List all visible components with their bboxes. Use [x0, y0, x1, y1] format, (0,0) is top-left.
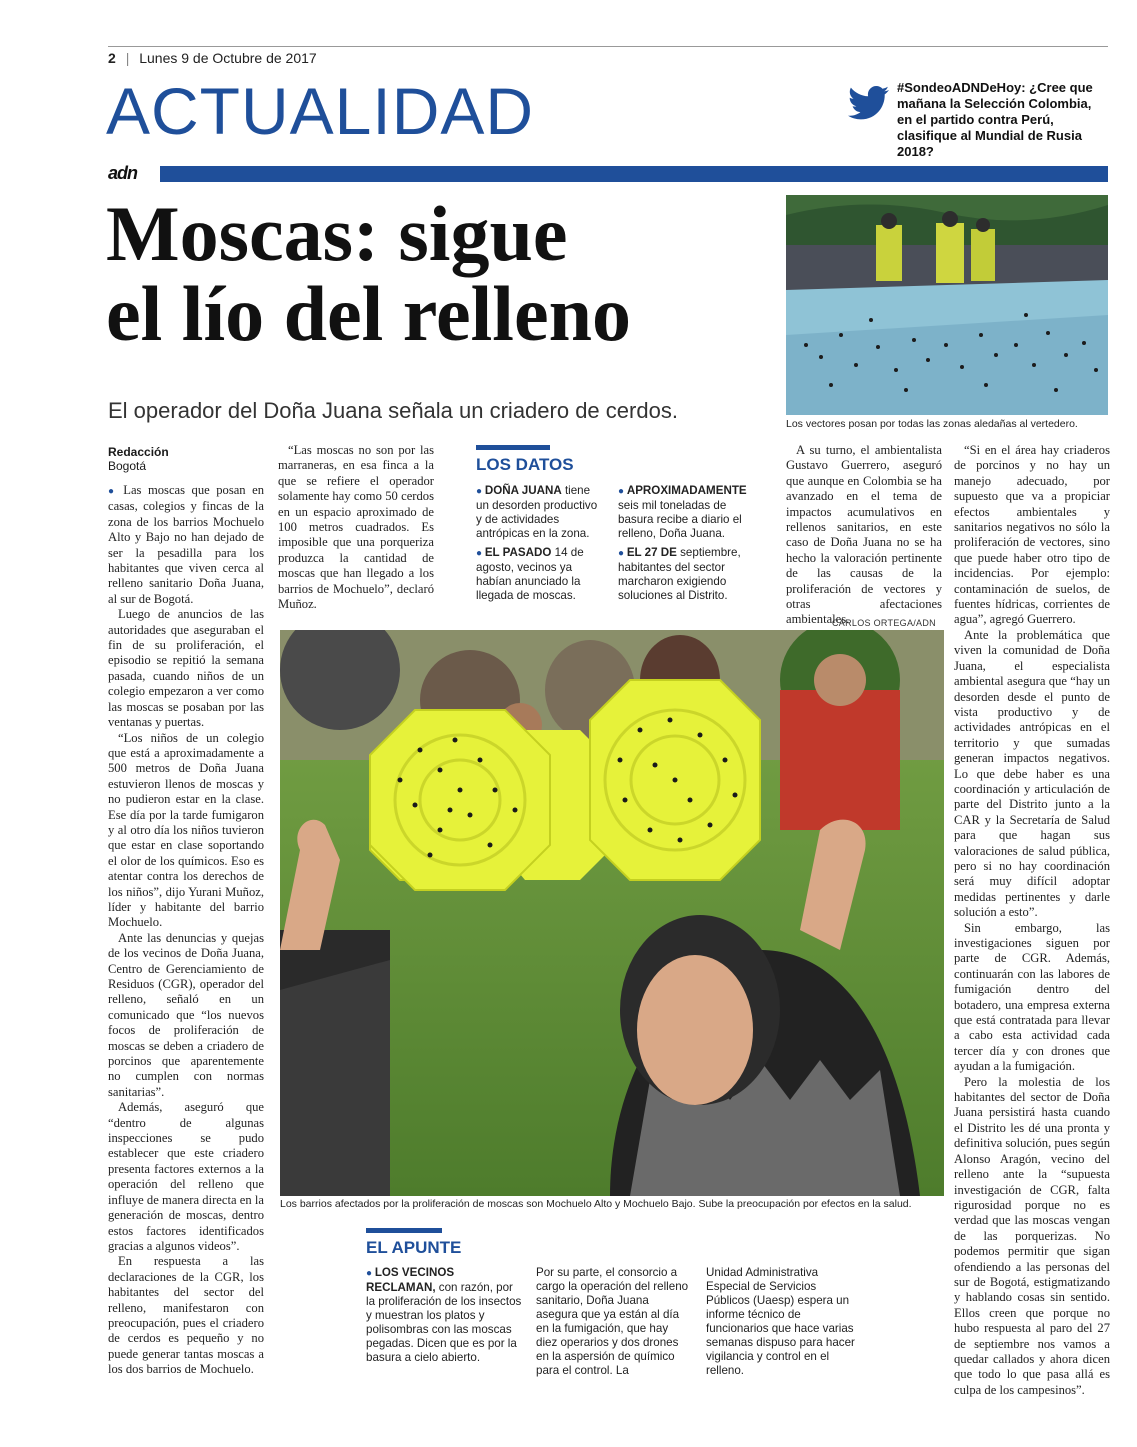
section-bar — [160, 166, 1108, 182]
folio — [108, 50, 317, 66]
top-photo-image — [786, 195, 1108, 415]
apunte-col-1-text: con razón, por la proliferación de los insectos y muestran los platos y polisombras con las moscas pegadas. Dicen que es por la basura a cielo abierto. — [366, 1281, 522, 1364]
col6-paragraph-3: Sin embargo, las investigaciones siguen por parte de CGR. Además, continuarán con las labores de fumigación dentro del botadero, una empresa externa que está contratada para llevar a cabo esta actividad cada tercer día y con drones que ayudan a la fumigación. — [954, 920, 1110, 1074]
photo-credit: CARLOS ORTEGA/ADN — [832, 618, 936, 628]
col1-paragraph-6: En respuesta a las declaraciones de la CGR, los habitantes del sector del relleno, manifestaron con preocupación, pues el criadero de cerdos es pequeño y no puede generar tantas moscas a los dos barrios de Mochuelo. — [108, 1254, 264, 1377]
bullet-icon: ● — [108, 486, 124, 497]
col1-paragraph-5: Además, aseguró que “dentro de algunas inspecciones se pudo establecer que este criadero presenta factores externos a la operación del relleno que influye de manera directa en la generación de moscas, dentro estos factores identificados gracias a algunos videos”. — [108, 1100, 264, 1253]
byline — [108, 445, 169, 473]
col1-paragraph-1-text: Las moscas que posan en casas, colegios y fincas de la zona de los barrios Mochuelo Alto y Bajo no han dejado de ser la pesadilla para los habitantes que viven cerca al relleno sanitario Doña Juana, al sur de Bogotá. — [108, 483, 264, 606]
byline-author: Redacción — [108, 445, 169, 459]
datos-item-4: ● EL 27 DE septiembre, habitantes del sector marcharon exigiendo soluciones al Distrito. — [618, 546, 741, 602]
twitter-bird-icon — [848, 86, 890, 120]
page-number: 2 — [108, 50, 116, 66]
top-rule — [108, 46, 1108, 47]
column-2 — [278, 443, 434, 612]
col6-paragraph-2: Ante la problemática que viven la comunidad de Doña Juana, el especialista ambiental asegura que “hay un desorden desde el punto de vista productivo y de actividades antrópicas en el territorio y que sumadas generan impactos negativos. Lo que debe haber es una coordinación y articulación de parte del Distrito junto a la CAR y la Secretaría de Salud para que hagan sus valoraciones de salud pública, pero si no hay coordinación será muy difícil adoptar medidas pertinentes y darle solución a esto”. — [954, 627, 1110, 920]
col6-paragraph-1: “Si en el área hay criaderos de porcinos y no hay un manejo adecuado, por supuesto que va a propiciar efectos ambientales y sanitarios negativos no sólo la proliferación de vectores, sino que puede haber otro tipo de incidencias. Por ejemplo: contaminación de suelos, de fuentes hídricas, corrientes de agua”, agregó Guerrero. — [954, 443, 1110, 627]
datos-item-1-text: tiene un desorden productivo y de actividades antrópicas en la zona. — [476, 484, 598, 540]
folio-separator: | — [125, 50, 130, 66]
main-photo-image — [280, 630, 944, 1196]
column-6 — [954, 443, 1110, 1398]
col5-paragraph-1: A su turno, el ambientalista Gustavo Guerrero, aseguró que aunque en Colombia se ha avanzado en el tema de impactos acumulativos en rellenos sanitarios, en este caso de Doña Juana no se ha hecho la valoración pertinente de las causas de la proliferación de vectores y otras afectaciones ambientales. — [786, 443, 942, 627]
col1-paragraph-4: Ante las denuncias y quejas de los vecinos de Doña Juana, Centro de Gerenciamiento de Residuos (CGR), operador del relleno, señaló en un comunicado que “los nuevos focos de proliferación de moscas se deben a criadero de porcinos que aparentemente no cumplen con normas sanitarias”. — [108, 930, 264, 1099]
section-title: ACTUALIDAD — [106, 74, 535, 148]
datos-item-2-lead: EL PASADO — [484, 546, 552, 559]
top-photo — [786, 195, 1108, 415]
apunte-col-3: Unidad Administrativa Especial de Servicios Públicos (Uaesp) espera un informe técnico de funcionarios que hace varias semanas dispuso para hacer vigilancia y control en el relleno. — [706, 1266, 855, 1377]
col1-paragraph-1 — [108, 483, 264, 607]
datos-item-3-lead: APROXIMADAMENTE — [626, 484, 747, 497]
subheadline: El operador del Doña Juana señala un criadero de cerdos. — [108, 398, 678, 423]
byline-place: Bogotá — [108, 459, 147, 473]
datos-title: LOS DATOS — [476, 455, 574, 474]
datos-item-1-lead: DOÑA JUANA — [484, 484, 562, 497]
col6-paragraph-4: Pero la molestia de los habitantes del sector de Doña Juana persistirá hasta cuando el Distrito les dé una pronta y definitiva solución, pues según Alonso Aragón, vecino del relleno ante la “supuesta investigación de CGR, falta rigurosidad porque no es verdad que las moscas vengan de las porquerizas. No podemos permitir que sigan ofendiendo a las personas del sur de Bogotá, estigmatizando y hablando cosas sin sentido. Ellos creen que porque no hubo respuesta al paro del 27 de septiembre nos vamos a quedar callados y ahora dicen que todo lo que pasa allá es culpa de los campesinos”. — [954, 1074, 1110, 1397]
col1-paragraph-3: “Los niños de un colegio que está a aproximadamente a 500 metros de Doña Juana estuvieron llenos de moscas y no pudieron estar en la clase. Ese día por la tarde fumigaron y al otro día los niños tuvieron que estar en clase soportando el olor de los químicos. Eso es atentar contra los derechos de los niños”, dijo Yurani Muñoz, líder y habitante del barrio Mochuelo. — [108, 730, 264, 930]
tweet-poll: #SondeoADNDeHoy: ¿Cree que mañana la Selección Colombia, en el partido contra Perú, clasifique al Mundial de Rusia 2018? — [897, 80, 1093, 159]
headline-line-1: Moscas: sigue — [106, 190, 568, 277]
datos-item-3: ● APROXIMADAMENTE seis mil toneladas de basura recibe a diario el relleno, Doña Juana. — [618, 484, 747, 540]
headline — [106, 190, 786, 357]
datos-item-4-lead: EL 27 DE — [626, 546, 677, 559]
column-5 — [786, 443, 942, 628]
main-photo — [280, 630, 944, 1196]
apunte-bar — [366, 1228, 442, 1233]
headline-line-2: el lío del relleno — [106, 270, 631, 357]
datos-item-3-text: seis mil toneladas de basura recibe a diario el relleno, Doña Juana. — [618, 499, 742, 540]
datos-item-1: ● DOÑA JUANA tiene un desorden productivo y de actividades antrópicas en la zona. — [476, 484, 598, 540]
column-1 — [108, 483, 264, 1378]
datos-bar — [476, 445, 550, 450]
datos-item-4-text: septiembre, habitantes del sector marcharon exigiendo soluciones al Distrito. — [618, 546, 741, 602]
top-photo-caption: Los vectores posan por todas las zonas aledañas al vertedero. — [786, 418, 1078, 430]
col1-paragraph-2: Luego de anuncios de las autoridades que aseguraban el fin de su proliferación, el episodio se repitió la semana pasada, cuando niños de un colegio empezaron a ver como las moscas se posaban por las ventanas y puertas. — [108, 607, 264, 730]
datos-item-2: ● EL PASADO 14 de agosto, vecinos ya habían anunciado la llegada de moscas. — [476, 546, 584, 602]
apunte-lead: LOS VECINOS RECLAMAN, — [366, 1266, 455, 1294]
apunte-col-2: Por su parte, el consorcio a cargo la operación del relleno sanitario, Doña Juana asegura que ya están al día en la fumigación, que hay diez operarios y dos drones en la aspersión de químico para el control. La — [536, 1266, 689, 1377]
folio-date: Lunes 9 de Octubre de 2017 — [139, 50, 317, 66]
main-photo-caption: Los barrios afectados por la proliferación de moscas son Mochuelo Alto y Mochuelo Bajo. Sube la preocupación por efectos en la salud. — [280, 1198, 912, 1210]
col2-paragraph: “Las moscas no son por las marraneras, en esa finca a la que se refiere el operador solamente hay como 50 cerdos en un espacio aproximado de 100 metros cuadrados. Es imposible que una porqueriza produzca la cantidad de moscas que han llegado a los barrios de Mochuelo”, declaró Muñoz. — [278, 443, 434, 612]
datos-item-2-text: 14 de agosto, vecinos ya habían anunciado la llegada de moscas. — [476, 546, 584, 602]
apunte-col-1: ● LOS VECINOS RECLAMAN, con razón, por la proliferación de los insectos y muestran los platos y polisombras con las moscas pegadas. Dicen que es por la basura a cielo abierto. — [366, 1266, 522, 1364]
adn-logo: adn — [108, 163, 138, 183]
apunte-title: EL APUNTE — [366, 1238, 462, 1257]
